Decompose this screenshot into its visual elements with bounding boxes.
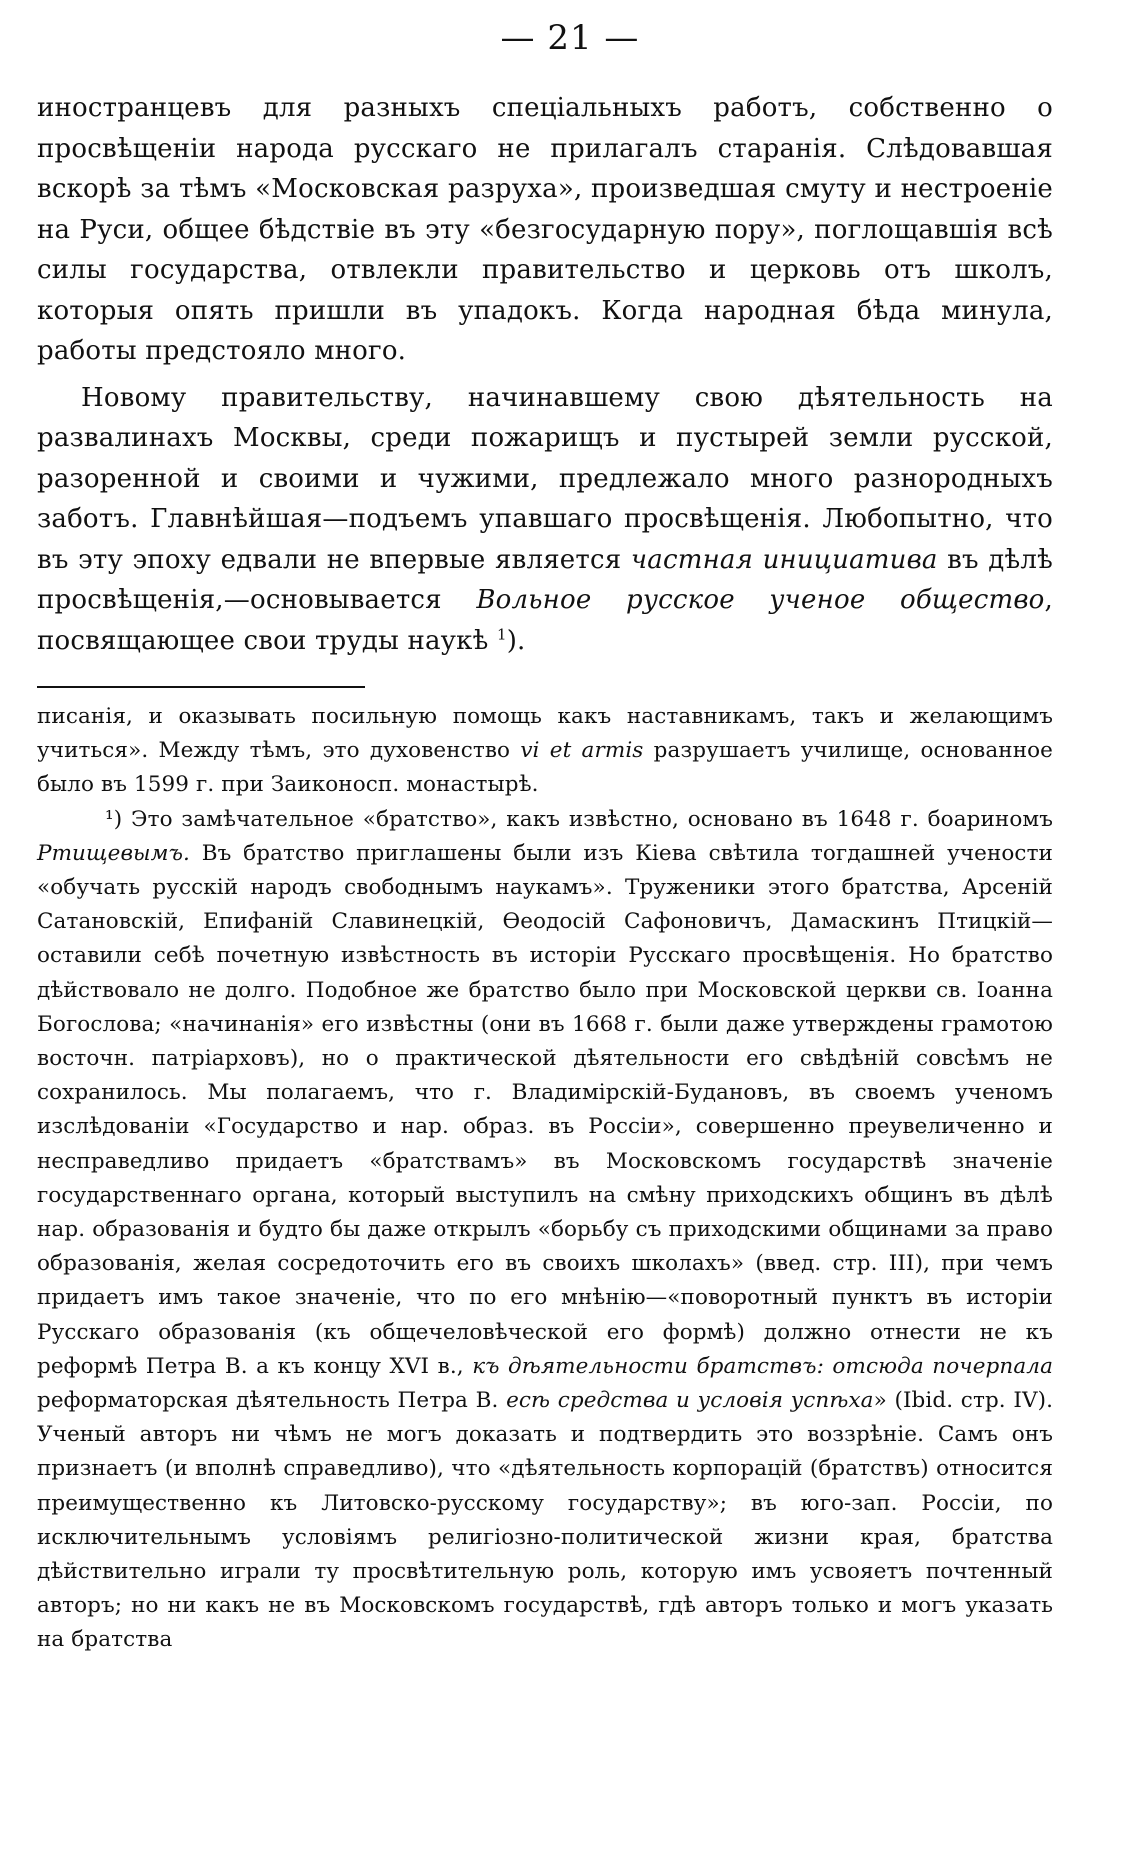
footnote-1-italic-2: къ дѣятельности братствъ: отсюда почерпала — [472, 1353, 1053, 1379]
footnotes — [37, 700, 1053, 1658]
footnote-1-text-d: » (Ibid. стр. IV). Ученый авторъ ни чѣмъ не могъ доказать и подтвердить это воззрѣніе. Самъ онъ признаетъ (и вполнѣ справедливо), что «дѣятельность корпорацій (братствъ) относится преимущественно къ Литовско-русскому государству»; въ юго-зап. Россіи, по исключительнымъ условіямъ религіозно-политической жизни края, братства дѣйствительно играли ту просвѣтительную роль, которую имъ усвояетъ почтенный авторъ; но ни какъ не въ Московскомъ государствѣ, гдѣ авторъ только и могъ указать на братства — [37, 1388, 1054, 1653]
footnote-1-marker: ¹) — [105, 806, 123, 832]
paragraph-2-italic-phrase-2: Вольное русское ученое общество — [476, 585, 1045, 615]
footnote-continuation-text-b: разрушаетъ училище, основанное было въ 1599 г. при Заиконосп. монастырѣ. — [37, 738, 1053, 798]
paragraph-2-text-b: въ дѣлѣ просвѣщенія,—основывается — [37, 544, 1053, 615]
footnote-1-italic-3: есѣ средства и условія успѣха — [506, 1388, 874, 1414]
paragraph-2-end: ). — [506, 625, 526, 656]
paragraph-2-text-a: Новому правительству, начинавшему свою дѣятельность на развалинахъ Москвы, среди пожарищъ и пустырей земли русской, разоренной и своими и чужими, предлежало много разнородныхъ заботъ. Главнѣйшая—подъемъ упавшаго просвѣщенія. Любопытно, что въ эту эпоху едвали не впервые является — [37, 382, 1053, 575]
footnote-continuation-text-a: писанія, и оказывать посильную помощь какъ наставникамъ, такъ и желающимъ учиться». Между тѣмъ, это духовенство — [37, 704, 1053, 764]
footnote-1-italic-1: Ртищевымъ. — [37, 840, 190, 866]
footnote-continuation-italic: vi et armis — [520, 738, 644, 764]
footnote-reference: 1 — [496, 624, 507, 643]
paragraph-2 — [37, 378, 1053, 662]
footnote-continuation — [37, 700, 1053, 803]
footnote-divider — [37, 686, 365, 688]
footnote-1 — [37, 803, 1053, 1658]
paragraph-2-text-c: , посвящающее свои труды наукѣ — [37, 585, 1053, 656]
footnote-1-text-a: Это замѣчательное «братство», какъ извѣстно, основано въ 1648 г. боариномъ — [122, 806, 1053, 832]
paragraph-2-italic-phrase-1: частная инициатива — [630, 544, 938, 575]
page-number: — 21 — — [500, 18, 640, 58]
footnote-1-text-b: Въ братство приглашены были изъ Кіева свѣтила тогдашней учености «обучать русскій народъ свободнымъ наукамъ». Труженики этого братства, Арсеній Сатановскій, Епифаній Славинецкій, Ѳеодосій Сафоновичъ, Дамаскинъ Птицкій—оставили себѣ почетную извѣстность въ исторіи Русскаго просвѣщенія. Но братство дѣйствовало не долго. Подобное же братство было при Московской церкви св. Іоанна Богослова; «начинанія» его извѣстны (они въ 1668 г. были даже утверждены грамотою восточн. патріарховъ), но о практической дѣятельности его свѣдѣній совсѣмъ не сохранилось. Мы полагаемъ, что г. Владимірскій-Будановъ, въ своемъ ученомъ изслѣдованіи «Государство и нар. образ. въ Россіи», совершенно преувеличенно и несправедливо придаетъ «братствамъ» въ Московскомъ государствѣ значеніе государственнаго органа, который выступилъ на смѣну приходскихъ общинъ въ дѣлѣ нар. образованія и будто бы даже открылъ «борьбу съ приходскими общинами за право образованія, желая сосредоточить его въ своихъ школахъ» (введ. стр. III), при чемъ придаетъ имъ такое значеніе, что по его мнѣнію—«поворотный пунктъ въ исторіи Русскаго образованія (къ общечеловѣческой его формѣ) должно отнести не къ реформѣ Петра В. а къ концу XVI в., — [37, 840, 1053, 1379]
paragraph-1: иностранцевъ для разныхъ спеціальныхъ работъ, собственно о просвѣщеніи народа русскаго не прилагалъ старанія. Слѣдовавшая вскорѣ за тѣмъ «Московская разруха», произведшая смуту и нестроеніе на Руси, общее бѣдствіе въ эту «безгосударную пору», поглощавшія всѣ силы государства, отвлекли правительство и церковь отъ школъ, которыя опять пришли въ упадокъ. Когда народная бѣда минула, работы предстояло много. — [37, 93, 1053, 366]
footnote-1-text-c: реформаторская дѣятельность Петра В. — [37, 1388, 507, 1414]
main-text — [37, 88, 1053, 661]
